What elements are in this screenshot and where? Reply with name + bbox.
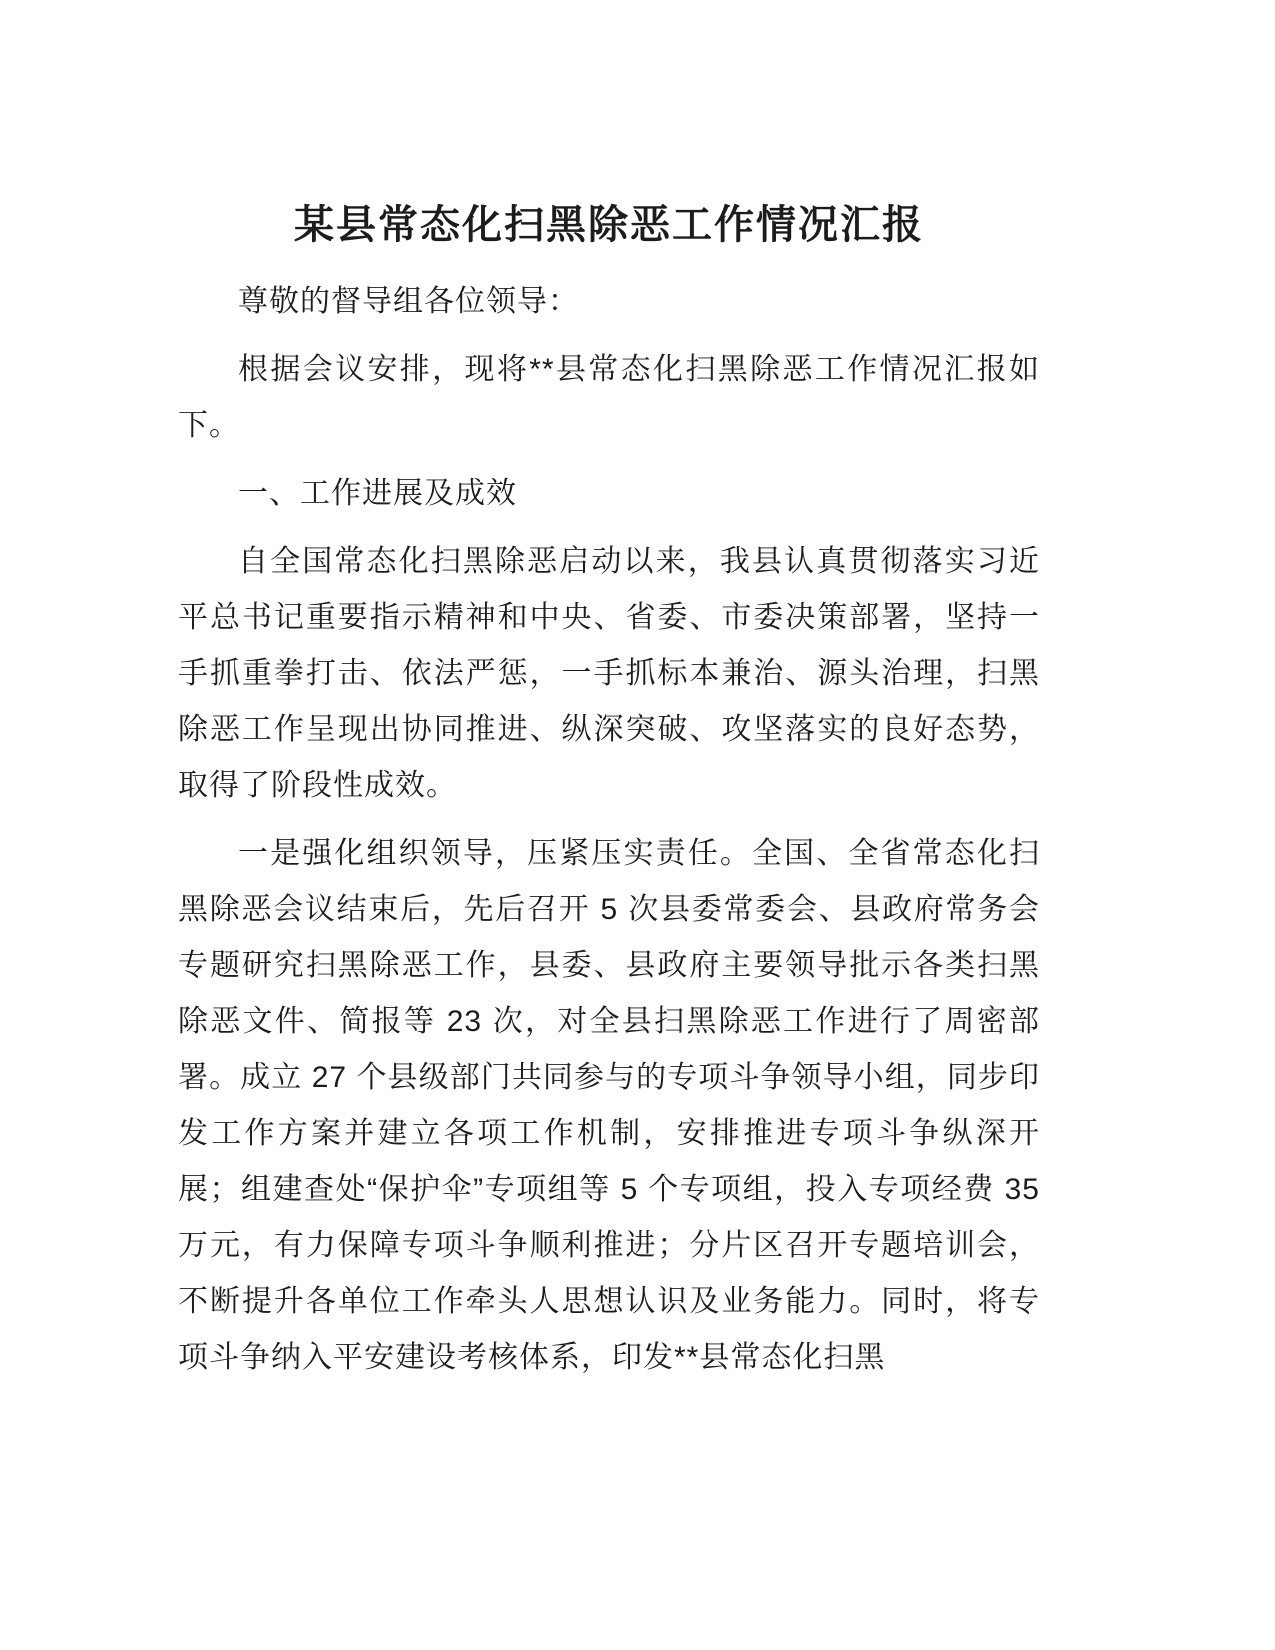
document-content [178,198,1040,1398]
paragraph-salutation: 尊敬的督导组各位领导： [238,285,579,318]
document-title: 某县常态化扫黑除恶工作情况汇报 [294,203,924,247]
paragraph-intro: 根据会议安排，现将**县常态化扫黑除恶工作情况汇报如下。 [178,353,1040,442]
paragraph-point-one: 一是强化组织领导，压紧压实责任。全国、全省常态化扫黑除恶会议结束后，先后召开 5 次县委常委会、县政府常务会专题研究扫黑除恶工作，县委、县政府主要领导批示各类扫黑除恶文件、简报等 23 次，对全县扫黑除恶工作进行了周密部署。成立 27 个县级部门共同参与的专项斗争领导小组，同步印发工作方案并建立各项工作机制，安排推进专项斗争纵深开展；组建查处“保护伞”专项组等 5 个专项组，投入专项经费 35 万元，有力保障专项斗争顺利推进；分片区召开专题培训会，不断提升各单位工作牵头人思想认识及业务能力。同时，将专项斗争纳入平安建设考核体系，印发**县常态化扫黑 [178,837,1040,1374]
heading-section-one: 一、工作进展及成效 [238,477,517,510]
paragraph-overview: 自全国常态化扫黑除恶启动以来，我县认真贯彻落实习近平总书记重要指示精神和中央、省委、市委决策部署，坚持一手抓重拳打击、依法严惩，一手抓标本兼治、源头治理，扫黑除恶工作呈现出协同推进、纵深突破、攻坚落实的良好态势，取得了阶段性成效。 [178,545,1040,802]
